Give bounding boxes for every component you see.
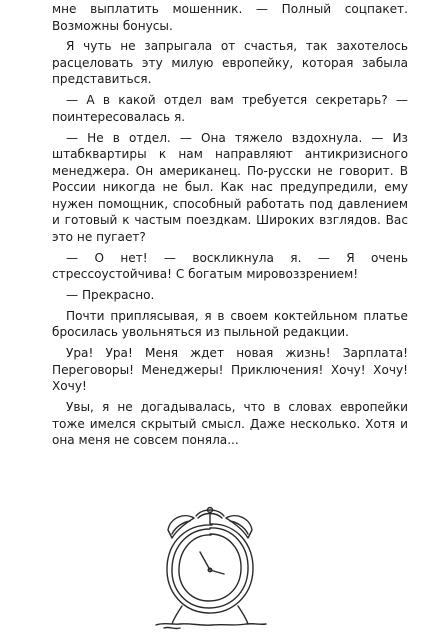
paragraph-4: — Не в отдел. — Она тяжело вздохнула. — Из штабквартиры к нам направляют антикризисного менеджера. Он американец. По-русски не говорит. В России никогда не был. Как нас предупредили, ему нужен помощник, способный работать под давлением и готовый к частым поездкам. Широких взглядов. Вас это не пугает? [52,130,408,244]
paragraph-9: Увы, я не догадывалась, что в словах европейки тоже имелся скрытый смысл. Даже несколько. Хотя и она меня не совсем поняла... [52,400,408,448]
right-leg [238,606,248,624]
paragraph-6: — Прекрасно. [66,287,155,302]
hour-hand [200,552,210,570]
paragraph-1: мне выплатить мошенник. — Полный соцпакет. Возможны бонусы. [52,2,408,33]
paragraph-3: — А в какой отдел вам требуется секретарь? — поинтересовалась я. [52,93,408,124]
left-leg [172,606,182,624]
paragraph-5: — О нет! — воскликнула я. — Я очень стрессоустойчива! С богатым мировоззрением! [52,250,408,282]
clock-face [179,534,241,601]
body-text [52,1,408,453]
alarm-clock-icon [150,494,270,634]
paragraph-8: Ура! Ура! Меня ждет новая жизнь! Зарплата! Переговоры! Менеджеры! Приключения! Хочу! Хочу! Хочу! [52,346,408,394]
paragraph-2: Я чуть не запрыгала от счастья, так захотелось расцеловать эту милую европейку, которая забыла представиться. [52,39,408,87]
alarm-clock-illustration [150,494,270,634]
paragraph-7: Почти приплясывая, я в своем коктейльном платье бросилась увольняться из пыльной редакции. [52,308,408,340]
